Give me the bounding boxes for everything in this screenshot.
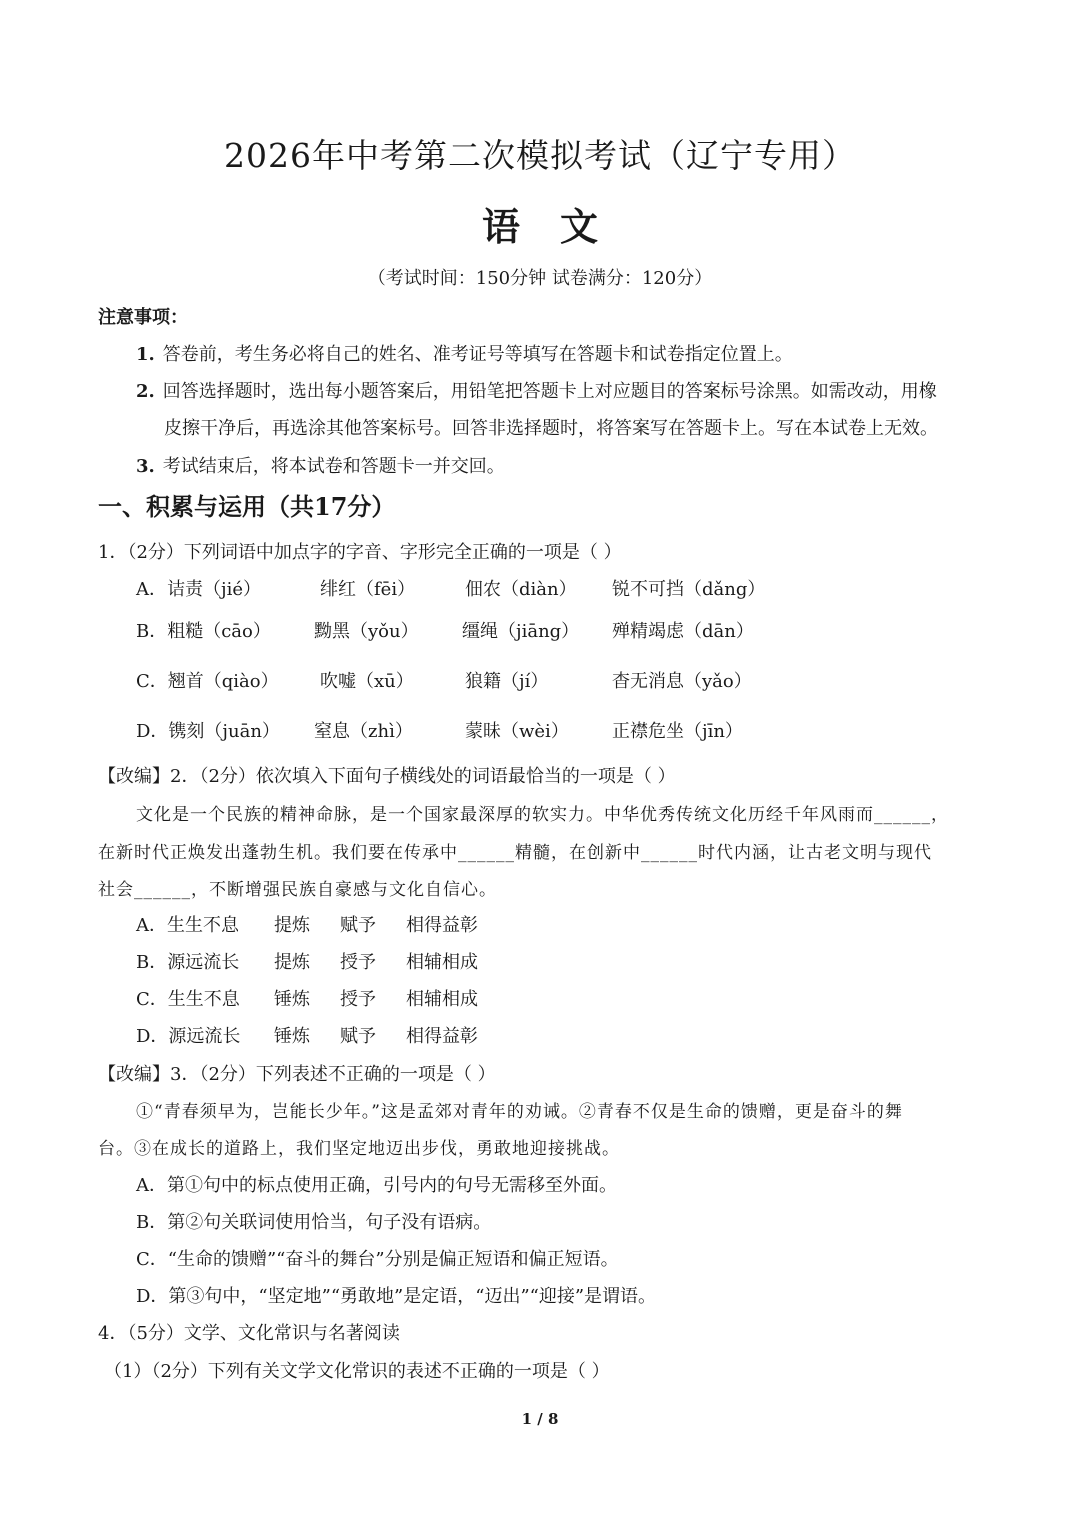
q2-option-d-3: 赋予: [340, 1026, 376, 1047]
note-item: [136, 452, 505, 478]
q2-option-a-3: 赋予: [340, 915, 376, 936]
q1-option-a-word3: 佃农（diàn）: [465, 579, 577, 600]
q3-option-b: B．第②句关联词使用恰当，句子没有语病。: [136, 1212, 492, 1233]
q3-passage-line: 台。③在成长的道路上，我们坚定地迈出步伐，勇敢地迎接挑战。: [98, 1139, 620, 1159]
exam-info: （考试时间：150分钟 试卷满分：120分）: [367, 268, 713, 289]
q2-option-c-4: 相辅相成: [406, 989, 478, 1010]
q2-option-b-4: 相辅相成: [406, 952, 478, 973]
exam-title: 2026年中考第二次模拟考试（辽宁专用）: [224, 136, 856, 175]
q1-option-c-word2: 吹嘘（xū）: [320, 671, 414, 692]
note-continuation: 皮擦干净后，再选涂其他答案标号。回答非选择题时，将答案写在答题卡上。写在本试卷上无效。: [164, 418, 938, 439]
note-text: 答卷前，考生务必将自己的姓名、准考证号等填写在答题卡和试卷指定位置上。: [162, 344, 793, 365]
question-4-stem: 4．（5分）文学、文化常识与名著阅读: [98, 1323, 400, 1344]
q1-option-b-word3: 缰绳（jiāng）: [462, 621, 580, 642]
q2-passage-line: 社会______，不断增强民族自豪感与文化自信心。: [98, 880, 497, 900]
note-number: 1.: [136, 344, 155, 365]
q3-passage-line: ①“青春须早为，岂能长少年。”这是孟郊对青年的劝诫。②青春不仅是生命的馈赠，更是奋斗的舞: [136, 1102, 903, 1122]
q1-option-d-word1: D．镌刻（juān）: [136, 721, 280, 742]
q2-option-b-3: 授予: [340, 952, 376, 973]
q1-option-d-word4: 正襟危坐（jīn）: [612, 721, 743, 742]
q1-option-d-word2: 窒息（zhì）: [314, 721, 413, 742]
q1-option-c-word3: 狼籍（jí）: [465, 671, 549, 692]
q1-option-b-word1: B．粗糙（cāo）: [136, 621, 271, 642]
note-text: 回答选择题时，选出每小题答案后，用铅笔把答题卡上对应题目的答案标号涂黑。如需改动，用橡: [162, 381, 937, 402]
q1-option-b-word2: 黝黑（yǒu）: [314, 621, 419, 642]
q1-option-c-word4: 杳无消息（yǎo）: [612, 671, 752, 692]
q1-option-b-word4: 殚精竭虑（dān）: [612, 621, 754, 642]
q3-option-c: C．“生命的馈赠”“奋斗的舞台”分别是偏正短语和偏正短语。: [136, 1249, 619, 1270]
note-number: 2.: [136, 381, 155, 402]
notes-heading: 注意事项：: [98, 307, 188, 328]
q2-option-c-1: C．生生不息: [136, 989, 240, 1010]
q2-passage-line: 在新时代正焕发出蓬勃生机。我们要在传承中______精髓，在创新中______时代内涵，让古老文明与现代: [98, 843, 932, 863]
q2-option-d-4: 相得益彰: [406, 1026, 478, 1047]
note-item: [136, 377, 937, 403]
q2-option-b-1: B．源远流长: [136, 952, 240, 973]
q1-option-c-word1: C．翘首（qiào）: [136, 671, 279, 692]
q2-option-a-2: 提炼: [274, 915, 310, 936]
section-heading: 一、积累与运用（共17分）: [98, 492, 396, 521]
subject-title: 语文: [481, 204, 638, 249]
q1-option-a-word2: 绯红（fēi）: [320, 579, 416, 600]
q1-option-a-word1: A．诘责（jié）: [136, 579, 261, 600]
q2-option-d-2: 锤炼: [274, 1026, 310, 1047]
q2-option-c-2: 锤炼: [274, 989, 310, 1010]
q2-option-a-1: A．生生不息: [136, 915, 239, 936]
q2-option-d-1: D．源远流长: [136, 1026, 241, 1047]
q2-passage-line: 文化是一个民族的精神命脉，是一个国家最深厚的软实力。中华优秀传统文化历经千年风雨而______，: [136, 805, 949, 825]
question-1-stem: 1．（2分）下列词语中加点字的字音、字形完全正确的一项是（ ）: [98, 542, 622, 563]
q2-option-c-3: 授予: [340, 989, 376, 1010]
q3-option-a: A．第①句中的标点使用正确，引号内的句号无需移至外面。: [136, 1175, 617, 1196]
question-3-stem: 【改编】3．（2分）下列表述不正确的一项是（ ）: [98, 1064, 496, 1085]
q1-option-a-word4: 锐不可挡（dǎng）: [612, 579, 766, 600]
q2-option-b-2: 提炼: [274, 952, 310, 973]
question-2-stem: 【改编】2．（2分）依次填入下面句子横线处的词语最恰当的一项是（ ）: [98, 766, 676, 787]
note-text: 考试结束后，将本试卷和答题卡一并交回。: [162, 456, 505, 477]
question-4-sub1: （1）（2分）下列有关文学文化常识的表述不正确的一项是（ ）: [104, 1361, 610, 1382]
note-item: [136, 340, 793, 366]
q2-option-a-4: 相得益彰: [406, 915, 478, 936]
q3-option-d: D．第③句中，“坚定地”“勇敢地”是定语，“迈出”“迎接”是谓语。: [136, 1286, 657, 1307]
q1-option-d-word3: 蒙昧（wèi）: [465, 721, 569, 742]
page-number: 1 / 8: [521, 1410, 559, 1428]
note-number: 3.: [136, 456, 155, 477]
